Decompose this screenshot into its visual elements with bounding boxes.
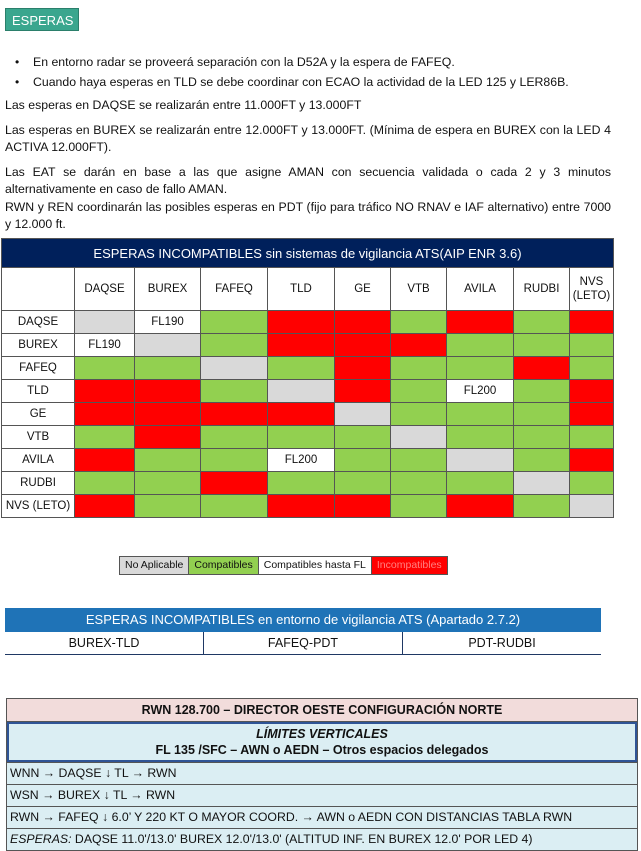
matrix-cell [335,357,391,380]
matrix-row [2,449,614,472]
matrix-cell [447,426,514,449]
matrix-col-header: TLD [268,268,335,311]
matrix-cell [201,449,268,472]
matrix-cell [514,426,570,449]
matrix-cell [135,472,201,495]
matrix-row-header: DAQSE [2,311,75,334]
radar-table-cell: PDT-RUDBI [468,636,536,650]
matrix-cell [391,449,447,472]
matrix-cell [201,495,268,518]
matrix-cell [335,334,391,357]
matrix-cell [391,472,447,495]
matrix-row-header: VTB [2,426,75,449]
matrix-row-header: BUREX [2,334,75,357]
matrix-cell [201,334,268,357]
matrix-cell [135,357,201,380]
matrix-cell [570,472,614,495]
matrix-cell [201,472,268,495]
matrix-row-header: FAFEQ [2,357,75,380]
paragraph-eat: Las EAT se darán en base a las que asigne AMAN con secuencia validada o cada 2 y 3 minutos alternativamente en caso de fallo AMAN. [5,165,611,196]
radar-table-cell: BUREX-TLD [5,632,204,654]
matrix-cell [514,380,570,403]
vertical-limits-box [7,722,637,762]
matrix-cell [268,472,335,495]
matrix-cell [268,380,335,403]
legend-incompatibles: Incompatibles [372,557,447,574]
radar-table-title: ESPERAS INCOMPATIBLES en entorno de vigilancia ATS (Apartado 2.7.2) [5,608,601,632]
bullet-item: • En entorno radar se proveerá separación con la D52A y la espera de FAFEQ. [33,52,641,72]
matrix-row [2,357,614,380]
matrix-cell [570,426,614,449]
matrix-col-header: VTB [391,268,447,311]
legend [119,556,448,575]
matrix-cell [570,449,614,472]
matrix-cell [447,495,514,518]
matrix-col-header: RUDBI [514,268,570,311]
matrix-cell [75,495,135,518]
matrix-cell: FL190 [75,334,135,357]
matrix-cell [135,380,201,403]
matrix-cell [75,357,135,380]
legend-no-aplicable: No Aplicable [120,557,189,574]
matrix-cell [514,495,570,518]
matrix-header-row [2,268,614,311]
paragraph-daqse: Las esperas en DAQSE se realizarán entre 11.000FT y 13.000FT [5,98,362,112]
matrix-cell: FL200 [447,380,514,403]
matrix-cell [201,380,268,403]
config-title: RWN 128.700 – DIRECTOR OESTE CONFIGURACIÓN NORTE [7,699,637,722]
matrix-cell [570,357,614,380]
matrix-row [2,334,614,357]
holds-text: DAQSE 11.0'/13.0' BUREX 12.0'/13.0' (ALTITUD INF. EN BUREX 12.0' POR LED 4) [71,832,533,846]
matrix-cell [514,472,570,495]
matrix-cell [135,426,201,449]
matrix-row-header: TLD [2,380,75,403]
bullet-list [5,52,641,92]
matrix-cell [268,334,335,357]
radar-incompatible-table [5,608,601,655]
matrix-cell [335,472,391,495]
matrix-cell [201,311,268,334]
matrix-cell [75,426,135,449]
matrix-row [2,311,614,334]
matrix-cell [201,426,268,449]
holds-row [7,828,637,850]
matrix-cell [570,311,614,334]
matrix-cell [391,426,447,449]
matrix-cell [570,495,614,518]
matrix-col-header: GE [335,268,391,311]
matrix-cell: FL190 [135,311,201,334]
config-table [6,698,638,851]
matrix-cell [335,495,391,518]
matrix-cell [447,403,514,426]
matrix-cell: FL200 [268,449,335,472]
matrix-cell [135,334,201,357]
matrix-cell [570,380,614,403]
matrix-cell [268,357,335,380]
matrix-row [2,403,614,426]
route-row: WSN → BUREX ↓ TL → RWN [7,784,637,806]
matrix-cell [75,403,135,426]
matrix-cell [391,334,447,357]
matrix-cell [335,403,391,426]
matrix-cell [447,357,514,380]
matrix-col-header: BUREX [135,268,201,311]
matrix-cell [135,449,201,472]
matrix-col-header: FAFEQ [201,268,268,311]
matrix-cell [391,380,447,403]
matrix-cell [135,495,201,518]
matrix-cell [391,495,447,518]
matrix-row-header: AVILA [2,449,75,472]
matrix-cell [335,311,391,334]
matrix-cell [268,495,335,518]
vertical-limits-title: LÍMITES VERTICALES [256,727,388,741]
matrix-cell [447,311,514,334]
matrix-cell [268,311,335,334]
matrix-row [2,426,614,449]
paragraph-pdt: RWN y REN coordinarán las posibles esperas en PDT (fijo para tráfico NO RNAV e IAF alternativo) entre 7000 y 12.000 ft. [5,200,611,231]
vertical-limits-text: FL 135 /SFC – AWN o AEDN – Otros espacios delegados [155,743,489,757]
matrix-cell [75,311,135,334]
radar-table-row [5,632,601,655]
matrix-row-header: NVS (LETO) [2,495,75,518]
matrix-cell [514,334,570,357]
matrix-row-header: RUDBI [2,472,75,495]
route-row: RWN → FAFEQ ↓ 6.0’ Y 220 KT O MAYOR COORD. → AWN o AEDN CON DISTANCIAS TABLA RWN [7,806,637,828]
matrix-cell [514,449,570,472]
matrix-cell [514,403,570,426]
radar-table-cell: FAFEQ-PDT [204,632,403,654]
matrix-cell [75,472,135,495]
matrix-cell [201,357,268,380]
legend-compatibles: Compatibles [189,557,258,574]
matrix-cell [514,311,570,334]
matrix-cell [75,380,135,403]
matrix-cell [514,357,570,380]
matrix-cell [391,403,447,426]
legend-compatibles-hasta-fl: Compatibles hasta FL [259,557,372,574]
route-row: WNN → DAQSE ↓ TL → RWN [7,762,637,784]
matrix-cell [570,403,614,426]
matrix-row [2,495,614,518]
matrix-row [2,472,614,495]
matrix-cell [335,380,391,403]
holds-label: ESPERAS: [10,832,72,846]
matrix-col-header: AVILA [447,268,514,311]
matrix-row [2,380,614,403]
matrix-cell [391,357,447,380]
matrix-cell [391,311,447,334]
matrix-col-header: NVS (LETO) [570,268,614,311]
paragraph-burex: Las esperas en BUREX se realizarán entre 12.000FT y 13.000FT. (Mínima de espera en BUREX con la LED 4 ACTIVA 12.000FT). [5,123,611,154]
matrix-cell [335,449,391,472]
matrix-cell [570,334,614,357]
matrix-cell [75,449,135,472]
matrix-cell [268,426,335,449]
matrix-col-header: DAQSE [75,268,135,311]
matrix-cell [447,449,514,472]
matrix-cell [135,403,201,426]
matrix-cell [335,426,391,449]
matrix-cell [447,334,514,357]
matrix-cell [447,472,514,495]
matrix-corner [2,268,75,311]
matrix-cell [268,403,335,426]
compatibility-matrix [1,238,614,518]
matrix-title: ESPERAS INCOMPATIBLES sin sistemas de vigilancia ATS(AIP ENR 3.6) [2,239,614,268]
matrix-row-header: GE [2,403,75,426]
matrix-cell [201,403,268,426]
section-header-esperas: ESPERAS [5,8,79,31]
bullet-item: • Cuando haya esperas en TLD se debe coordinar con ECAO la actividad de la LED 125 y LER86B. [33,72,641,92]
